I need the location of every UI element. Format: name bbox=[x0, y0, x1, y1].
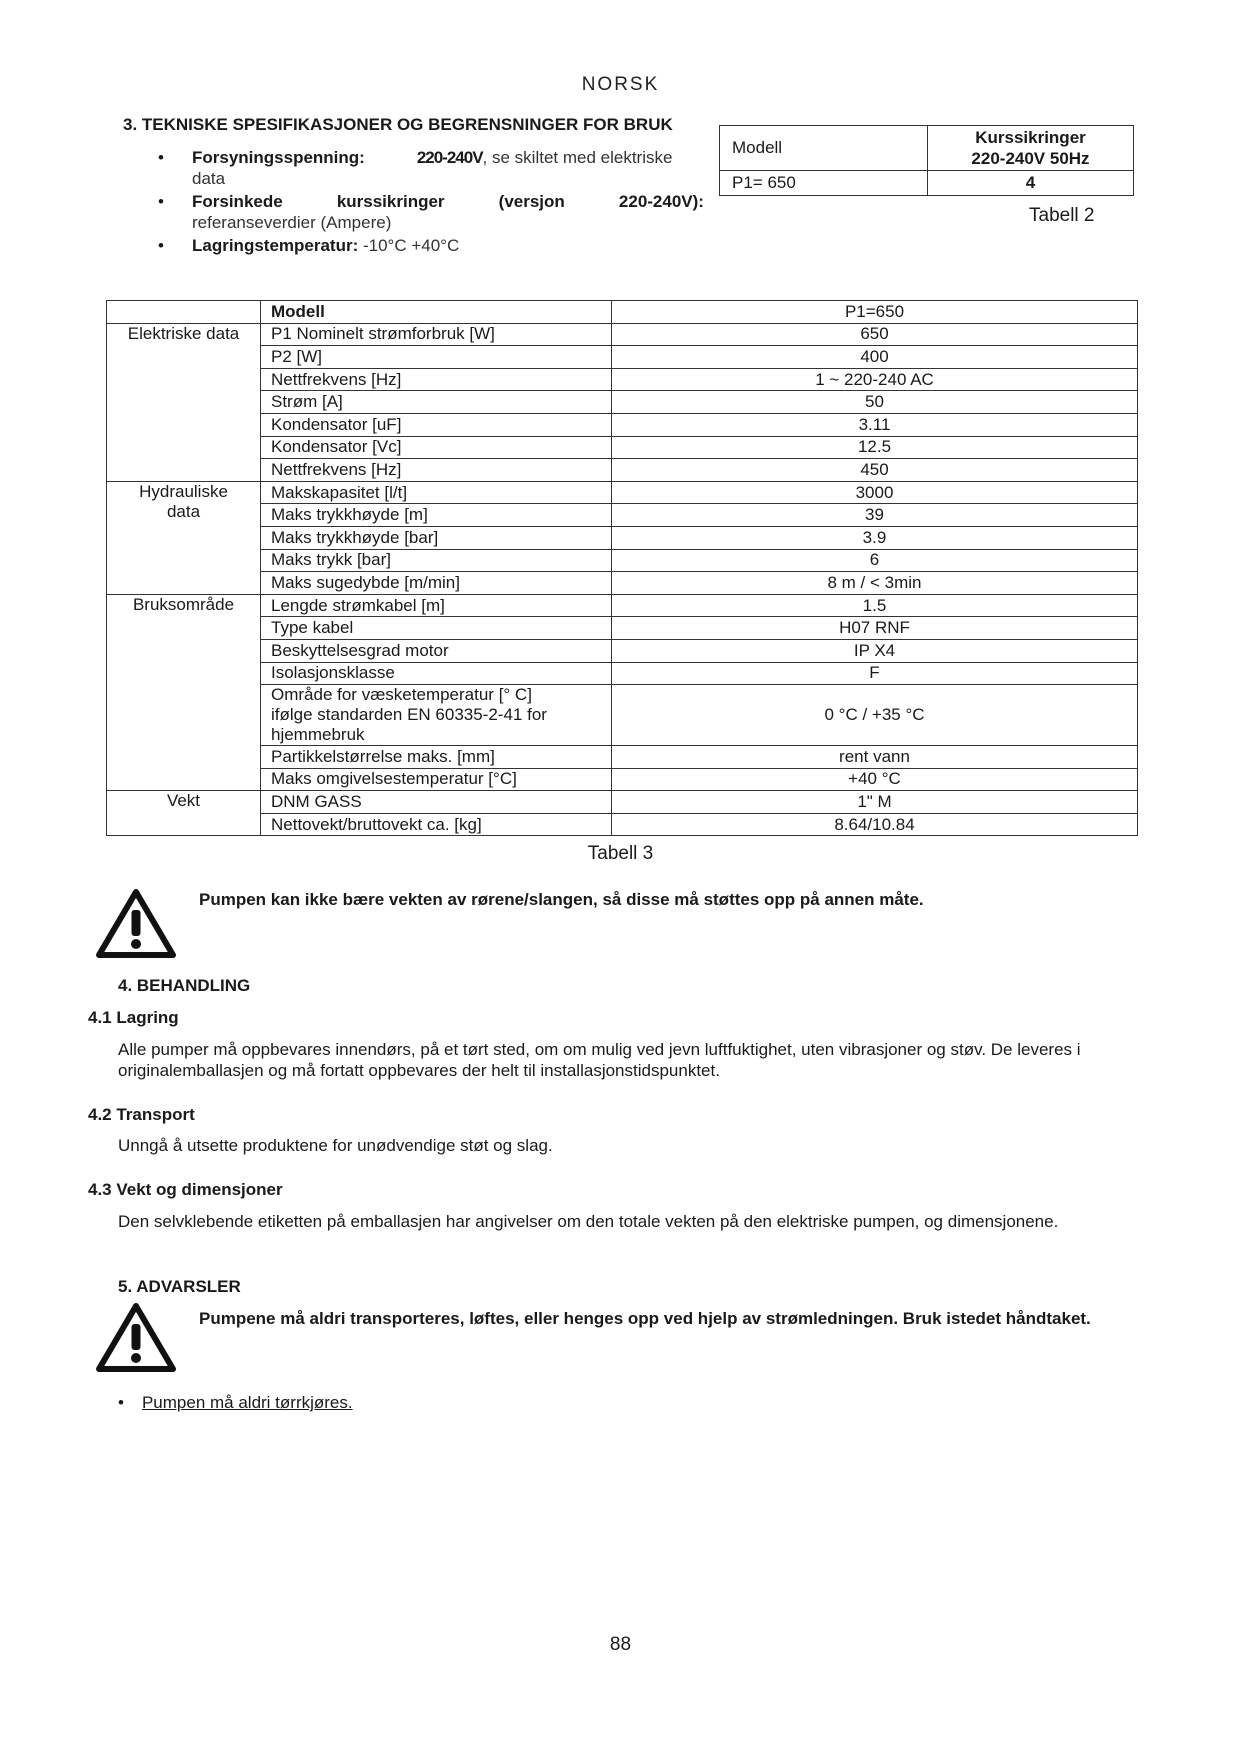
spec-label-part: • Forsinkede bbox=[192, 192, 283, 211]
warning-text-support: Pumpen kan ikke bære vekten av rørene/slangen, så disse må støttes opp på annen måte. bbox=[199, 890, 924, 909]
category-usage: Bruksområde bbox=[107, 594, 261, 791]
table-row bbox=[107, 685, 1138, 746]
bullet-text: Pumpen må aldri tørrkjøres. bbox=[141, 1393, 353, 1412]
table-row bbox=[107, 459, 1138, 482]
spec-label-part: 220-240V): bbox=[618, 192, 704, 211]
spec-value: referanseverdier (Ampere) bbox=[192, 213, 392, 232]
spec-list bbox=[152, 147, 704, 258]
table-row bbox=[107, 594, 1138, 617]
row-value: 450 bbox=[612, 459, 1138, 482]
row-value: 650 bbox=[612, 323, 1138, 346]
table-row bbox=[107, 526, 1138, 549]
table-row bbox=[107, 662, 1138, 685]
spec-table bbox=[106, 300, 1138, 836]
category-hydraulic bbox=[107, 481, 261, 594]
table-row bbox=[107, 323, 1138, 346]
table-row bbox=[107, 368, 1138, 391]
table-row bbox=[107, 481, 1138, 504]
row-value: 3.9 bbox=[612, 526, 1138, 549]
section-4-3-title: 4.3 Vekt og dimensjoner bbox=[88, 1180, 283, 1199]
warning-triangle-icon bbox=[95, 1302, 177, 1372]
table-row bbox=[107, 639, 1138, 662]
table-row bbox=[107, 436, 1138, 459]
section-5-title: 5. ADVARSLER bbox=[118, 1277, 241, 1296]
row-label-line: Område for væsketemperatur [° C] bbox=[271, 685, 532, 705]
row-value: IP X4 bbox=[612, 639, 1138, 662]
table-row bbox=[107, 413, 1138, 436]
spec-table-header-value: P1=650 bbox=[612, 301, 1138, 324]
fuse-head-line-1: Kurssikringer bbox=[975, 128, 1086, 147]
row-label: Makskapasitet [l/t] bbox=[261, 481, 612, 504]
row-label: Nettfrekvens [Hz] bbox=[261, 459, 612, 482]
page-number: 88 bbox=[609, 1634, 632, 1655]
row-value: 3000 bbox=[612, 481, 1138, 504]
spec-label-justified bbox=[192, 191, 704, 212]
spec-item-supply-voltage bbox=[152, 147, 704, 189]
row-label: Type kabel bbox=[261, 617, 612, 640]
row-value: 8 m / < 3min bbox=[612, 572, 1138, 595]
row-label: Maks trykkhøyde [bar] bbox=[261, 526, 612, 549]
row-label: Partikkelstørrelse maks. [mm] bbox=[261, 746, 612, 769]
spec-table-header-label: Modell bbox=[261, 301, 612, 324]
row-value: rent vann bbox=[612, 746, 1138, 769]
fuse-table-row-model: P1= 650 bbox=[720, 171, 928, 196]
row-label-multiline bbox=[261, 685, 612, 746]
row-value: 1" M bbox=[612, 791, 1138, 814]
section-4-2-title: 4.2 Transport bbox=[88, 1105, 195, 1124]
spec-label: Forsyningsspenning: bbox=[192, 148, 365, 167]
table-3-caption: Tabell 3 bbox=[587, 843, 654, 864]
row-label: Isolasjonsklasse bbox=[261, 662, 612, 685]
table-row bbox=[107, 301, 1138, 324]
table-row bbox=[107, 572, 1138, 595]
warning-text-transport: Pumpene må aldri transporteres, løftes, eller henges opp ved hjelp av strømledningen. Bruk istedet håndtaket. bbox=[199, 1309, 1091, 1328]
table-row bbox=[107, 504, 1138, 527]
table-row bbox=[107, 768, 1138, 791]
row-label-line: ifølge standarden EN 60335-2-41 for bbox=[271, 705, 547, 725]
section-4-1-title: 4.1 Lagring bbox=[88, 1008, 179, 1027]
row-label: P1 Nominelt strømforbruk [W] bbox=[261, 323, 612, 346]
section-4-3-text: Den selvklebende etiketten på emballasjen har angivelser om den totale vekten på den elektriske pumpen, og dimensjonene. bbox=[118, 1212, 1059, 1231]
row-value: 400 bbox=[612, 346, 1138, 369]
row-label: Maks trykkhøyde [m] bbox=[261, 504, 612, 527]
warning-triangle-icon bbox=[95, 888, 177, 958]
section-3-title: 3. TEKNISKE SPESIFIKASJONER OG BEGRENSNINGER FOR BRUK bbox=[123, 115, 673, 134]
fuse-head-line-2: 220-240V 50Hz bbox=[971, 149, 1090, 168]
category-electrical: Elektriske data bbox=[107, 323, 261, 481]
row-value: 3.11 bbox=[612, 413, 1138, 436]
row-value: 0 °C / +35 °C bbox=[612, 685, 1138, 746]
spec-label: Lagringstemperatur: bbox=[192, 236, 359, 255]
spec-item-fuses bbox=[152, 191, 704, 233]
table-row bbox=[107, 549, 1138, 572]
row-label: Nettfrekvens [Hz] bbox=[261, 368, 612, 391]
section-4-2-text: Unngå å utsette produktene for unødvendige støt og slag. bbox=[118, 1136, 553, 1155]
row-value: 6 bbox=[612, 549, 1138, 572]
bullet-dry-run bbox=[118, 1393, 353, 1413]
row-label: Maks trykk [bar] bbox=[261, 549, 612, 572]
section-4-1-text: Alle pumper må oppbevares innendørs, på et tørt sted, om om mulig ved jevn luftfuktighet, uten vibrasjoner og støv. De leveres i originalemballasjen og må fortatt oppbevares der helt til installasjonstidspunktet. bbox=[118, 1040, 1081, 1080]
row-label: P2 [W] bbox=[261, 346, 612, 369]
table-2-caption: Tabell 2 bbox=[1029, 205, 1095, 226]
row-label: Kondensator [uF] bbox=[261, 413, 612, 436]
table-row bbox=[107, 746, 1138, 769]
section-4-title: 4. BEHANDLING bbox=[118, 976, 251, 995]
fuse-table-row-value: 4 bbox=[928, 171, 1134, 196]
fuse-table bbox=[719, 125, 1134, 196]
bullet-dot: • bbox=[118, 1393, 124, 1412]
row-value: 50 bbox=[612, 391, 1138, 414]
fuse-table-col-fuses bbox=[928, 126, 1134, 171]
row-label-line: hjemmebruk bbox=[271, 725, 365, 745]
row-value: 39 bbox=[612, 504, 1138, 527]
category-hydraulic-line-1: Hydrauliske bbox=[139, 481, 228, 501]
table-row bbox=[107, 791, 1138, 814]
row-label: Beskyttelsesgrad motor bbox=[261, 639, 612, 662]
spec-value: , se skiltet med elektriske data bbox=[192, 148, 673, 188]
row-label: Kondensator [Vc] bbox=[261, 436, 612, 459]
row-label: DNM GASS bbox=[261, 791, 612, 814]
row-value: 12.5 bbox=[612, 436, 1138, 459]
row-value: 1.5 bbox=[612, 594, 1138, 617]
table-row bbox=[107, 391, 1138, 414]
row-label: Nettovekt/bruttovekt ca. [kg] bbox=[261, 813, 612, 836]
category-weight: Vekt bbox=[107, 791, 261, 836]
language-header: NORSK bbox=[581, 74, 660, 95]
spec-label-part: (versjon bbox=[498, 192, 565, 211]
table-row bbox=[107, 346, 1138, 369]
category-hydraulic-line-2: data bbox=[166, 501, 201, 521]
spec-table-corner bbox=[107, 301, 261, 324]
table-row bbox=[107, 617, 1138, 640]
row-label: Strøm [A] bbox=[261, 391, 612, 414]
row-value: H07 RNF bbox=[612, 617, 1138, 640]
spec-label-part: kurssikringer bbox=[336, 192, 445, 211]
row-label: Maks omgivelsestemperatur [°C] bbox=[261, 768, 612, 791]
row-label: Lengde strømkabel [m] bbox=[261, 594, 612, 617]
row-value: +40 °C bbox=[612, 768, 1138, 791]
row-value: 8.64/10.84 bbox=[612, 813, 1138, 836]
row-value: 1 ~ 220-240 AC bbox=[612, 368, 1138, 391]
spec-item-storage-temp bbox=[152, 235, 704, 256]
spec-value-bold: 220-240V bbox=[416, 148, 483, 167]
row-label: Maks sugedybde [m/min] bbox=[261, 572, 612, 595]
spec-value: -10°C +40°C bbox=[358, 236, 460, 255]
table-row bbox=[107, 813, 1138, 836]
fuse-table-col-model: Modell bbox=[720, 126, 928, 171]
row-value: F bbox=[612, 662, 1138, 685]
